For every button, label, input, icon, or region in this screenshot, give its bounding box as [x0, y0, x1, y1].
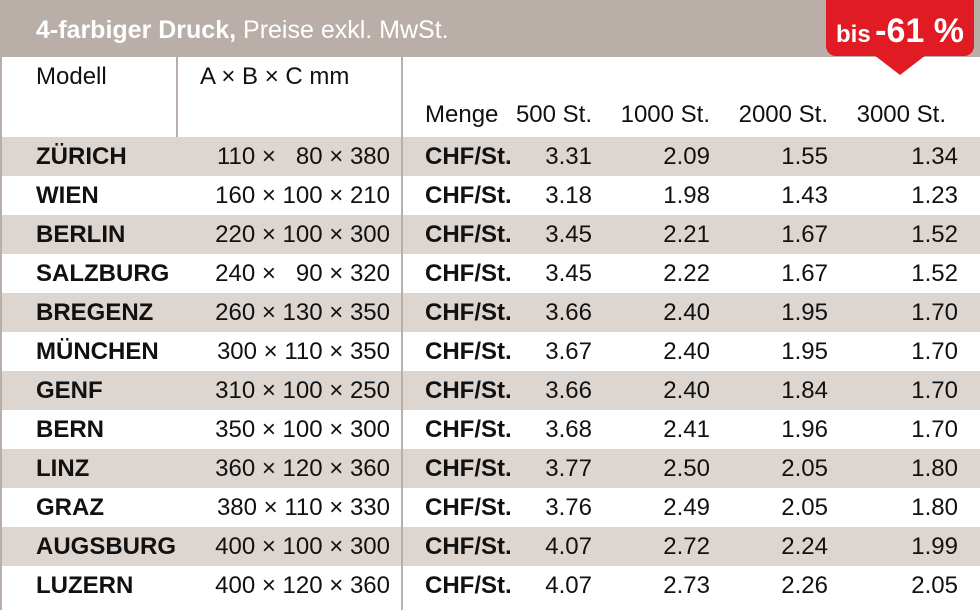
row-dimensions: 310 × 100 × 250 — [215, 377, 390, 404]
row-price-500: 3.77 — [545, 455, 592, 482]
row-price-1000: 2.09 — [663, 143, 710, 170]
row-dimensions: 400 × 120 × 360 — [215, 572, 390, 599]
row-price-2000: 1.95 — [781, 338, 828, 365]
row-model-name: SALZBURG — [36, 260, 170, 287]
table-row — [0, 176, 980, 215]
row-dimensions: 220 × 100 × 300 — [215, 221, 390, 248]
row-unit: CHF/St. — [425, 299, 512, 326]
header-qty-500: 500 St. — [515, 101, 592, 128]
row-price-3000: 1.99 — [911, 533, 958, 560]
header-dimensions: A × B × C mm — [200, 63, 350, 90]
row-dimensions: 110 × 80 × 380 — [216, 143, 390, 170]
row-dimensions: 360 × 120 × 360 — [215, 455, 390, 482]
row-dimensions: 160 × 100 × 210 — [215, 182, 390, 209]
table-row — [0, 527, 980, 566]
row-price-1000: 2.50 — [663, 455, 710, 482]
row-price-500: 3.66 — [545, 377, 592, 404]
row-price-3000: 1.34 — [911, 143, 958, 170]
table-row — [0, 449, 980, 488]
discount-badge — [826, 0, 974, 56]
row-price-500: 3.68 — [545, 416, 592, 443]
row-price-1000: 2.72 — [663, 533, 710, 560]
row-price-3000: 1.23 — [911, 182, 958, 209]
row-price-1000: 2.22 — [663, 260, 710, 287]
table-row — [0, 293, 980, 332]
row-unit: CHF/St. — [425, 455, 512, 482]
table-row — [0, 215, 980, 254]
row-model-name: GRAZ — [36, 494, 104, 521]
row-price-2000: 2.05 — [781, 494, 828, 521]
row-price-1000: 2.49 — [663, 494, 710, 521]
table-row — [0, 332, 980, 371]
row-price-3000: 1.70 — [911, 299, 958, 326]
row-unit: CHF/St. — [425, 260, 512, 287]
title-subtitle: Preise exkl. MwSt. — [243, 16, 449, 44]
row-price-2000: 2.24 — [781, 533, 828, 560]
row-dimensions: 240 × 90 × 320 — [215, 260, 390, 287]
row-price-2000: 2.26 — [781, 572, 828, 599]
row-price-1000: 2.40 — [663, 299, 710, 326]
row-unit: CHF/St. — [425, 377, 512, 404]
table-row — [0, 566, 980, 605]
row-unit: CHF/St. — [425, 572, 512, 599]
row-model-name: WIEN — [36, 182, 99, 209]
row-price-500: 3.66 — [545, 299, 592, 326]
table-body — [0, 137, 980, 605]
row-price-1000: 2.73 — [663, 572, 710, 599]
table-row — [0, 371, 980, 410]
header-qty-1000: 1000 St. — [620, 101, 710, 128]
table-row — [0, 137, 980, 176]
row-price-2000: 1.55 — [781, 143, 828, 170]
row-price-500: 3.31 — [545, 143, 592, 170]
row-dimensions: 300 × 110 × 350 — [216, 338, 390, 365]
row-price-500: 3.45 — [545, 221, 592, 248]
row-price-500: 3.18 — [545, 182, 592, 209]
header-qty-2000: 2000 St. — [738, 101, 828, 128]
discount-value: -61 % — [875, 12, 964, 50]
table-header — [0, 57, 980, 137]
row-dimensions: 260 × 130 × 350 — [215, 299, 390, 326]
title-bold: 4-farbiger Druck, — [36, 16, 237, 44]
column-divider-model — [176, 57, 178, 137]
row-price-1000: 2.40 — [663, 377, 710, 404]
row-price-1000: 2.40 — [663, 338, 710, 365]
row-model-name: LUZERN — [36, 572, 134, 599]
row-model-name: BERN — [36, 416, 105, 443]
row-price-2000: 1.96 — [781, 416, 828, 443]
row-model-name: BERLIN — [36, 221, 126, 248]
row-model-name: GENF — [36, 377, 103, 404]
row-price-3000: 2.05 — [911, 572, 958, 599]
row-price-3000: 1.52 — [911, 221, 958, 248]
column-divider-dims — [401, 57, 403, 610]
row-price-500: 4.07 — [545, 533, 592, 560]
table-row — [0, 488, 980, 527]
row-price-2000: 1.67 — [781, 221, 828, 248]
row-price-1000: 2.21 — [663, 221, 710, 248]
row-price-3000: 1.70 — [911, 377, 958, 404]
row-price-3000: 1.80 — [911, 455, 958, 482]
table-left-border — [0, 57, 2, 610]
row-unit: CHF/St. — [425, 221, 512, 248]
header-qty-3000: 3000 St. — [856, 101, 946, 128]
row-price-500: 4.07 — [545, 572, 592, 599]
table-row — [0, 410, 980, 449]
row-price-2000: 1.43 — [781, 182, 828, 209]
row-model-name: AUGSBURG — [36, 533, 177, 560]
row-price-3000: 1.52 — [911, 260, 958, 287]
row-price-3000: 1.80 — [911, 494, 958, 521]
row-unit: CHF/St. — [425, 494, 512, 521]
row-price-1000: 2.41 — [663, 416, 710, 443]
row-price-2000: 2.05 — [781, 455, 828, 482]
row-price-1000: 1.98 — [663, 182, 710, 209]
row-unit: CHF/St. — [425, 182, 512, 209]
row-dimensions: 350 × 100 × 300 — [215, 416, 390, 443]
row-price-500: 3.76 — [545, 494, 592, 521]
row-model-name: ZÜRICH — [36, 143, 127, 170]
row-unit: CHF/St. — [425, 416, 512, 443]
row-price-500: 3.45 — [545, 260, 592, 287]
row-unit: CHF/St. — [425, 533, 512, 560]
row-price-3000: 1.70 — [911, 416, 958, 443]
row-model-name: BREGENZ — [36, 299, 154, 326]
header-menge: Menge — [425, 101, 499, 128]
row-model-name: MÜNCHEN — [36, 338, 159, 365]
row-unit: CHF/St. — [425, 143, 512, 170]
row-price-3000: 1.70 — [911, 338, 958, 365]
row-dimensions: 380 × 110 × 330 — [216, 494, 390, 521]
table-row — [0, 254, 980, 293]
discount-prefix: bis — [836, 21, 871, 48]
header-model: Modell — [36, 63, 107, 90]
row-unit: CHF/St. — [425, 338, 512, 365]
row-price-2000: 1.67 — [781, 260, 828, 287]
row-dimensions: 400 × 100 × 300 — [215, 533, 390, 560]
row-price-500: 3.67 — [545, 338, 592, 365]
row-model-name: LINZ — [36, 455, 90, 482]
row-price-2000: 1.84 — [781, 377, 828, 404]
row-price-2000: 1.95 — [781, 299, 828, 326]
